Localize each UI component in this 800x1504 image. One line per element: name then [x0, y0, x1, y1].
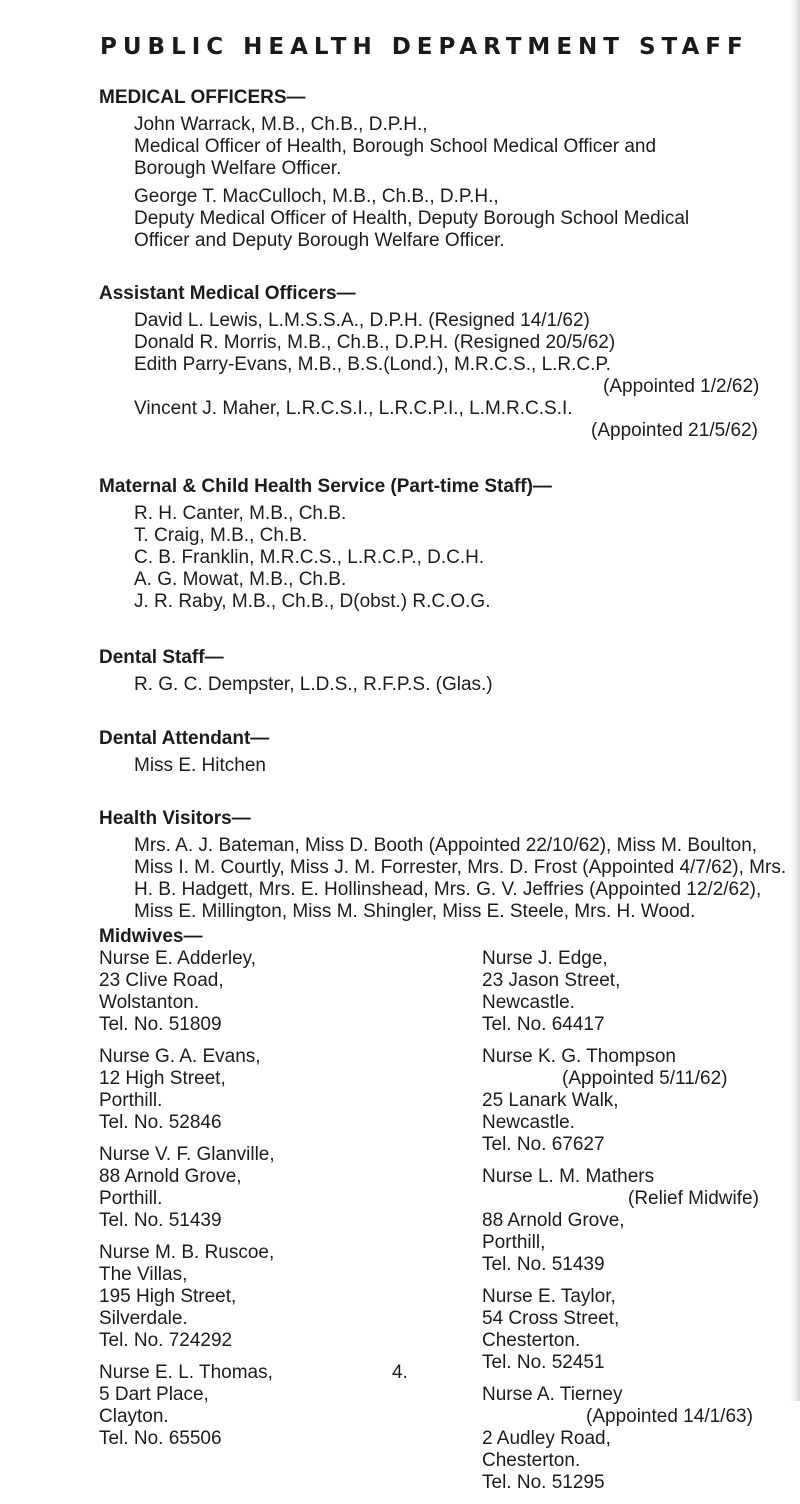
midwife-address: 2 Audley Road, [482, 1428, 611, 1449]
midwife-address: 195 High Street, [99, 1286, 237, 1307]
midwife-entry [99, 1046, 275, 1134]
midwife-name: Nurse G. A. Evans, [99, 1046, 261, 1067]
staff-entry: J. R. Raby, M.B., Ch.B., D(obst.) R.C.O.G. [134, 591, 491, 612]
midwife-address: 5 Dart Place, [99, 1384, 209, 1405]
midwife-address: Newcastle. [482, 992, 575, 1013]
midwife-phone: Tel. No. 52451 [482, 1352, 605, 1373]
midwife-address: Porthill, [482, 1232, 546, 1253]
relief-note: (Relief Midwife) [628, 1188, 759, 1209]
midwives-heading: Midwives— [99, 926, 203, 947]
appointment-note: (Appointed 5/11/62) [562, 1068, 728, 1089]
officer-role: Medical Officer of Health, Borough School Medical Officer and [134, 136, 657, 157]
officer-name: John Warrack, M.B., Ch.B., D.P.H., [134, 114, 428, 135]
midwife-name: Nurse A. Tierney [482, 1384, 623, 1405]
midwife-name: Nurse E. Taylor, [482, 1286, 616, 1307]
midwives-right-column [482, 948, 759, 1504]
officer-role: Borough Welfare Officer. [134, 158, 342, 179]
midwife-entry [99, 1362, 275, 1450]
midwife-phone: Tel. No. 64417 [482, 1014, 605, 1035]
midwife-address: 25 Lanark Walk, [482, 1090, 619, 1111]
assistant-medical-officers-heading: Assistant Medical Officers— [99, 283, 356, 304]
staff-entry: Edith Parry-Evans, M.B., B.S.(Lond.), M.R.C.S., L.R.C.P. [134, 354, 611, 375]
midwife-name: Nurse K. G. Thompson [482, 1046, 676, 1067]
midwife-address: The Villas, [99, 1264, 188, 1285]
midwife-phone: Tel. No. 67627 [482, 1134, 605, 1155]
officer-role: Officer and Deputy Borough Welfare Officer. [134, 230, 505, 251]
midwife-entry [482, 948, 759, 1036]
appointment-note: (Appointed 14/1/63) [586, 1406, 753, 1427]
midwife-entry [99, 948, 275, 1036]
midwife-phone: Tel. No. 51809 [99, 1014, 222, 1035]
midwife-phone: Tel. No. 65506 [99, 1428, 222, 1449]
midwife-entry [99, 1242, 275, 1352]
officer-name: George T. MacCulloch, M.B., Ch.B., D.P.H., [134, 186, 499, 207]
midwife-entry [482, 1046, 759, 1156]
midwife-phone: Tel. No. 51439 [99, 1210, 222, 1231]
midwife-address: 88 Arnold Grove, [482, 1210, 625, 1231]
page-number: 4. [392, 1362, 408, 1383]
midwife-address: 12 High Street, [99, 1068, 226, 1089]
midwife-name: Nurse J. Edge, [482, 948, 608, 969]
midwife-phone: Tel. No. 52846 [99, 1112, 222, 1133]
midwife-address: Chesterton. [482, 1450, 581, 1471]
health-visitors-list: Mrs. A. J. Bateman, Miss D. Booth (Appointed 22/10/62), Miss M. Boulton, Miss I. M. Courtly, Miss J. M. Forrester, Mrs. D. Frost (Appointed 4/7/62), Mrs. H. B. Hadgett, Mrs. E. Hollinshead, Mrs. G. V. Jeffries (Appointed 12/2/62), Miss E. Millington, Miss M. Shingler, Miss E. Steele, Mrs. H. Wood. [134, 835, 787, 922]
staff-entry: Miss E. Hitchen [134, 755, 266, 776]
midwife-address: Wolstanton. [99, 992, 199, 1013]
page-edge-shadow [790, 0, 800, 1401]
midwife-address: 88 Arnold Grove, [99, 1166, 242, 1187]
midwife-phone: Tel. No. 51295 [482, 1472, 605, 1493]
midwife-entry [482, 1286, 759, 1374]
midwife-address: Chesterton. [482, 1330, 581, 1351]
midwife-name: Nurse M. B. Ruscoe, [99, 1242, 275, 1263]
staff-entry: Vincent J. Maher, L.R.C.S.I., L.R.C.P.I., L.M.R.C.S.I. [134, 398, 573, 419]
medical-officers-heading: MEDICAL OFFICERS— [99, 87, 306, 108]
midwife-address: Clayton. [99, 1406, 169, 1427]
staff-entry: A. G. Mowat, M.B., Ch.B. [134, 569, 347, 590]
midwife-name: Nurse V. F. Glanville, [99, 1144, 275, 1165]
midwife-address: 54 Cross Street, [482, 1308, 620, 1329]
appointment-note: (Appointed 1/2/62) [603, 376, 760, 397]
staff-entry: T. Craig, M.B., Ch.B. [134, 525, 308, 546]
midwife-address: 23 Clive Road, [99, 970, 224, 991]
midwife-address: Porthill. [99, 1090, 163, 1111]
midwife-address: Silverdale. [99, 1308, 188, 1329]
midwife-address: Porthill. [99, 1188, 163, 1209]
appointment-note: (Appointed 21/5/62) [591, 420, 758, 441]
staff-entry: David L. Lewis, L.M.S.S.A., D.P.H. (Resigned 14/1/62) [134, 310, 590, 331]
midwife-name: Nurse L. M. Mathers [482, 1166, 655, 1187]
midwife-address: 23 Jason Street, [482, 970, 621, 991]
midwife-address: Newcastle. [482, 1112, 575, 1133]
midwife-phone: Tel. No. 724292 [99, 1330, 233, 1351]
midwives-left-column [99, 948, 275, 1460]
midwife-entry [482, 1166, 759, 1276]
midwife-name: Nurse E. L. Thomas, [99, 1362, 273, 1383]
staff-entry: R. H. Canter, M.B., Ch.B. [134, 503, 347, 524]
midwife-name: Nurse E. Adderley, [99, 948, 257, 969]
officer-role: Deputy Medical Officer of Health, Deputy Borough School Medical [134, 208, 690, 229]
maternal-child-heading: Maternal & Child Health Service (Part-time Staff)— [99, 476, 552, 497]
dental-staff-heading: Dental Staff— [99, 647, 224, 668]
staff-entry: C. B. Franklin, M.R.C.S., L.R.C.P., D.C.H. [134, 547, 485, 568]
page-title: PUBLIC HEALTH DEPARTMENT STAFF [100, 34, 749, 60]
staff-entry: Donald R. Morris, M.B., Ch.B., D.P.H. (Resigned 20/5/62) [134, 332, 616, 353]
midwife-entry [99, 1144, 275, 1232]
dental-attendant-heading: Dental Attendant— [99, 728, 270, 749]
midwife-phone: Tel. No. 51439 [482, 1254, 605, 1275]
staff-entry: R. G. C. Dempster, L.D.S., R.F.P.S. (Glas.) [134, 674, 493, 695]
health-visitors-heading: Health Visitors— [99, 808, 251, 829]
